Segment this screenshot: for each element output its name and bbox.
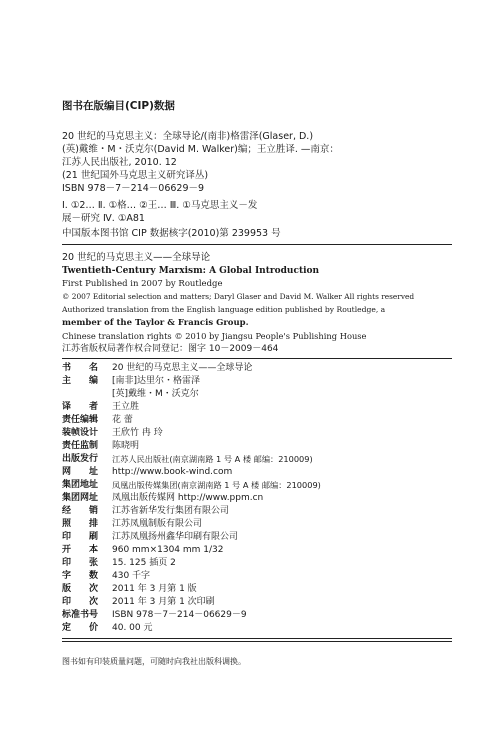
record-value: 陈晓明 bbox=[112, 441, 140, 451]
cip-line: 江苏人民出版社, 2010. 12 bbox=[62, 157, 177, 168]
record-value: http://www.book-wind.com bbox=[112, 467, 233, 477]
record-label: 集团网址 bbox=[62, 493, 99, 503]
credit-line: © 2007 Editorial selection and matters; Daryl Glaser and David M. Walker All rights reserved bbox=[62, 292, 415, 301]
record-label: 书名 bbox=[62, 363, 98, 373]
record-value: 凤凰出版传媒网 http://www.ppm.cn bbox=[112, 493, 264, 503]
credit-line: Authorized translation from the English language edition published by Routledge, a bbox=[62, 305, 386, 314]
record-value: 江苏凤凰制版有限公司 bbox=[112, 519, 203, 529]
record-value: 王立胜 bbox=[112, 402, 140, 412]
record-label: 网址 bbox=[62, 467, 98, 477]
cip-title: 图书在版编目(CIP)数据 bbox=[62, 100, 175, 112]
record-value: 430 千字 bbox=[112, 571, 151, 581]
cip-classification-line: Ⅰ. ①2… Ⅱ. ①格… ②王… Ⅲ. ①马克思主义－发 bbox=[62, 200, 258, 211]
record-label: 经销 bbox=[62, 506, 98, 516]
record-label: 版次 bbox=[62, 584, 98, 594]
record-label: 译者 bbox=[62, 402, 98, 412]
record-value: 花 蕾 bbox=[112, 415, 133, 425]
cip-record-number: 中国版本图书馆 CIP 数据核字(2010)第 239953 号 bbox=[62, 228, 281, 239]
record-value: 王欣竹 冉 玲 bbox=[112, 428, 163, 438]
record-label: 印刷 bbox=[62, 532, 98, 542]
record-label: 定价 bbox=[62, 623, 98, 633]
record-label: 主编 bbox=[62, 376, 98, 386]
cip-line: 20 世纪的马克思主义：全球导论/(南非)格雷泽(Glaser, D.) bbox=[62, 131, 314, 142]
quality-notice: 图书如有印装质量问题，可随时向我社出版科调换。 bbox=[62, 657, 246, 666]
record-value: 江苏省新华发行集团有限公司 bbox=[112, 506, 230, 516]
record-label: 照排 bbox=[62, 519, 98, 529]
credit-line: Twentieth-Century Marxism: A Global Introduction bbox=[62, 266, 320, 276]
record-value: 15. 125 插页 2 bbox=[112, 558, 176, 568]
divider bbox=[62, 638, 452, 639]
record-label: 开本 bbox=[62, 545, 98, 555]
record-value: 江苏凤凰扬州鑫华印刷有限公司 bbox=[112, 532, 239, 542]
record-value: ISBN 978－7－214－06629－9 bbox=[112, 610, 247, 620]
record-label: 印次 bbox=[62, 597, 98, 607]
record-value: 江苏人民出版社(南京湖南路 1 号 A 楼 邮编：210009) bbox=[112, 454, 313, 464]
divider bbox=[62, 641, 452, 642]
record-value: 凤凰出版传媒集团(南京湖南路 1 号 A 楼 邮编：210009) bbox=[112, 480, 321, 490]
credit-line: 20 世纪的马克思主义——全球导论 bbox=[62, 252, 211, 263]
cip-line: ISBN 978－7－214－06629－9 bbox=[62, 183, 205, 194]
credit-line: First Published in 2007 by Routledge bbox=[62, 279, 223, 289]
record-value: 20 世纪的马克思主义——全球导论 bbox=[112, 363, 253, 373]
record-label: 标准书号 bbox=[62, 610, 99, 620]
record-value: 2011 年 3 月第 1 次印刷 bbox=[112, 597, 215, 607]
cip-classification-line: 展－研究 Ⅳ. ①A81 bbox=[62, 213, 145, 224]
record-value: [南非]达里尔・格雷泽 bbox=[112, 376, 201, 386]
divider bbox=[62, 244, 452, 245]
record-label: 装帧设计 bbox=[62, 428, 99, 438]
record-value: 40. 00 元 bbox=[112, 623, 153, 633]
cip-line: (英)戴维・M・沃克尔(David M. Walker)编；王立胜译. —南京： bbox=[62, 144, 339, 155]
record-label: 责任监制 bbox=[62, 441, 99, 451]
record-label: 出版发行 bbox=[62, 454, 99, 464]
record-value: [英]戴维・M・沃克尔 bbox=[112, 389, 199, 399]
divider bbox=[62, 358, 452, 359]
record-value: 960 mm×1304 mm 1/32 bbox=[112, 545, 224, 555]
record-label: 印张 bbox=[62, 558, 98, 568]
credit-line: Chinese translation rights © 2010 by Jiangsu People's Publishing House bbox=[62, 331, 367, 341]
cip-line: (21 世纪国外马克思主义研究译丛) bbox=[62, 170, 209, 181]
record-label: 集团地址 bbox=[62, 480, 99, 490]
credit-line: 江苏省版权局著作权合同登记：图字 10－2009－464 bbox=[62, 344, 279, 354]
credit-line: member of the Taylor & Francis Group. bbox=[62, 318, 249, 328]
record-label: 字数 bbox=[62, 571, 98, 581]
record-label: 责任编辑 bbox=[62, 415, 99, 425]
record-value: 2011 年 3 月第 1 版 bbox=[112, 584, 197, 594]
